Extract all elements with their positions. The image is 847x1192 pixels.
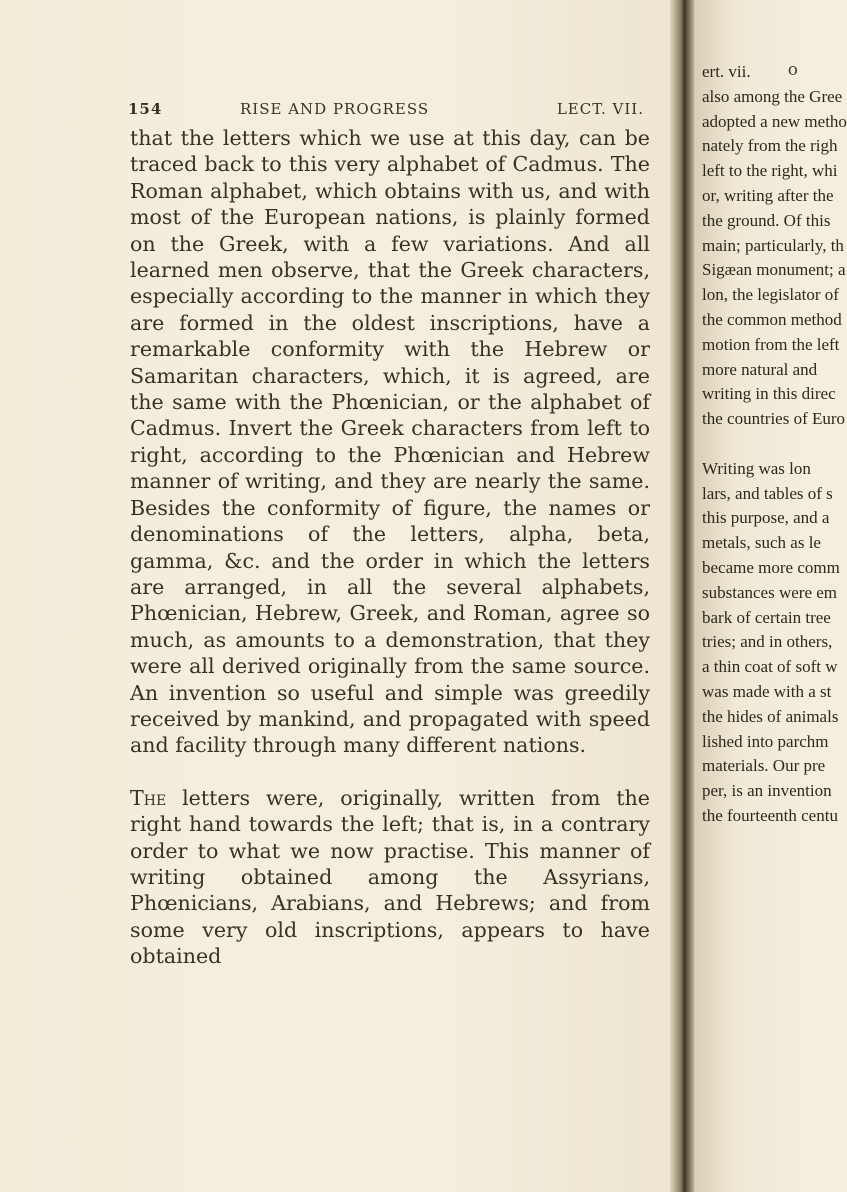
facing-page <box>694 0 847 1192</box>
facing-line: materials. Our pre <box>702 756 826 776</box>
paragraph-1: that the letters which we use at this day, can be traced back to this very alphabet of Cadmus. The Roman alphabet, which obtains with us, and with most of the European nations, is plainly formed on the Greek, with a few variations. And all learned men observe, that the Greek characters, especially according to the manner in which they are formed in the oldest inscriptions, have a remarkable conformity with the Hebrew or Samaritan characters, which, it is agreed, are the same with the Phœnician, or the alphabet of Cadmus. Invert the Greek characters from left to right, according to the Phœnician and Hebrew manner of writing, and they are nearly the same. Besides the conformity of figure, the names or denominations of the letters, alpha, beta, gamma, &c. and the order in which the letters are arranged, in all the several alphabets, Phœnician, Hebrew, Greek, and Roman, agree so much, as amounts to a demonstration, that they were all derived originally from the same source. An invention so useful and simple was greedily received by mankind, and propagated with speed and facility through many different nations. <box>130 126 650 758</box>
facing-line: was made with a st <box>702 681 832 701</box>
facing-line: a thin coat of soft w <box>702 657 838 677</box>
facing-line: the common method <box>702 309 842 329</box>
facing-line: more natural and <box>702 359 818 379</box>
facing-line: the countries of Euro <box>702 409 846 429</box>
facing-line: metals, such as le <box>702 533 821 553</box>
facing-line: substances were em <box>702 582 838 602</box>
facing-line: bark of certain tree <box>702 607 831 627</box>
facing-line: Sigæan monument; a <box>702 260 846 280</box>
facing-line: tries; and in others, <box>702 632 833 652</box>
facing-line: per, is an invention <box>702 781 832 801</box>
facing-line <box>702 432 802 457</box>
facing-line: or, writing after the <box>702 185 834 205</box>
facing-line: nately from the righ <box>702 136 838 156</box>
facing-line: motion from the left <box>702 334 840 354</box>
paragraph-2-rest: letters were, originally, written from the right hand towards the left; that is, in a contrary order to what we now practise. This manner of writing obtained among the Assyrians, Phœnicians, Arabians, and Hebrews; and from some very old inscriptions, appears to have obtained <box>130 785 650 969</box>
facing-line: the ground. Of this <box>702 210 831 230</box>
facing-line: left to the right, whi <box>702 161 838 181</box>
facing-line: became more comm <box>702 557 840 577</box>
facing-line: the fourteenth centu <box>702 805 838 825</box>
facing-line: also among the Gree <box>702 86 843 106</box>
facing-line: adopted a new metho <box>702 111 847 131</box>
facing-line: this purpose, and a <box>702 508 830 528</box>
page-number: 154 <box>128 100 163 118</box>
facing-line: lon, the legislator of <box>702 285 839 305</box>
facing-line: writing in this direc <box>702 384 836 404</box>
book-gutter <box>670 0 694 1192</box>
paragraph-2-lead: The <box>130 785 167 810</box>
facing-line: lished into parchm <box>702 731 829 751</box>
facing-line: ert. vii. <box>702 62 751 81</box>
body-text <box>130 125 650 970</box>
facing-line: Writing was lon <box>702 458 811 478</box>
facing-line: main; particularly, th <box>702 235 844 255</box>
facing-page-text <box>702 60 847 829</box>
running-header <box>110 100 650 124</box>
facing-line: lars, and tables of s <box>702 483 833 503</box>
facing-line: the hides of animals <box>702 706 839 726</box>
paragraph-2 <box>130 785 650 970</box>
lecture-label: LECT. VII. <box>556 100 644 118</box>
running-title: RISE AND PROGRESS <box>240 100 430 118</box>
facing-page-corner: o <box>787 60 798 80</box>
